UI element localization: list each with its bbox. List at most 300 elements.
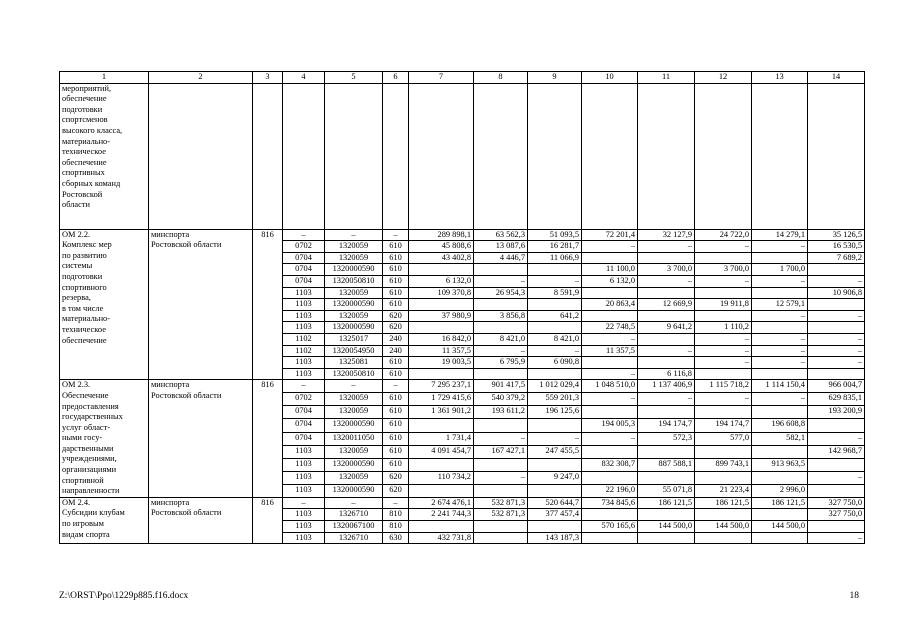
- section-code: 1103: [283, 445, 325, 458]
- amount-cell: [409, 368, 474, 380]
- amount-cell: 9 247,0: [528, 471, 582, 484]
- amount-cell: 6 132,0: [582, 275, 638, 287]
- amount-cell: 186 121,5: [638, 497, 695, 509]
- amount-cell: 532 871,3: [474, 497, 528, 509]
- section-code: 1103: [283, 299, 325, 311]
- empty-cell: [638, 83, 695, 229]
- amount-cell: 186 121,5: [695, 497, 752, 509]
- amount-cell: 43 402,8: [409, 252, 474, 264]
- measure-text: Обеспечение предоставления государственных услуг област- ными госу- дарственными учреждениями, организациями спортивной направленности: [62, 390, 123, 496]
- amount-cell: 629 835,1: [808, 393, 865, 406]
- expense-type: 620: [383, 310, 409, 322]
- section-code: 0704: [283, 252, 325, 264]
- expense-type: 610: [383, 445, 409, 458]
- header-cell: 11: [638, 72, 695, 84]
- amount-cell: –: [808, 471, 865, 484]
- amount-cell: [638, 532, 695, 544]
- amount-cell: [409, 264, 474, 276]
- amount-cell: –: [808, 345, 865, 357]
- amount-cell: 11 357,5: [582, 345, 638, 357]
- amount-cell: [695, 406, 752, 419]
- section-code: 1103: [283, 322, 325, 334]
- amount-cell: [695, 532, 752, 544]
- amount-cell: 51 093,5: [528, 229, 582, 241]
- amount-cell: –: [582, 333, 638, 345]
- empty-cell: [325, 83, 383, 229]
- amount-cell: 532 871,3: [474, 509, 528, 521]
- target-article: 1320011050: [325, 432, 383, 445]
- amount-cell: 6 090,8: [528, 357, 582, 369]
- amount-cell: 194 174,7: [638, 419, 695, 432]
- amount-cell: –: [528, 432, 582, 445]
- expense-type: –: [383, 229, 409, 241]
- header-cell: 2: [149, 72, 253, 84]
- header-cell: 13: [752, 72, 808, 84]
- target-article: 1320000590: [325, 419, 383, 432]
- amount-cell: 570 165,6: [582, 521, 638, 533]
- target-article: 1320059: [325, 445, 383, 458]
- expense-type: 240: [383, 333, 409, 345]
- amount-cell: –: [752, 275, 808, 287]
- empty-cell: [695, 83, 752, 229]
- amount-cell: 966 004,7: [808, 380, 865, 393]
- page-number: 18: [849, 591, 859, 601]
- amount-cell: –: [752, 241, 808, 253]
- empty-cell: [474, 83, 528, 229]
- amount-cell: 3 856,8: [474, 310, 528, 322]
- amount-cell: –: [808, 357, 865, 369]
- section-code: –: [283, 229, 325, 241]
- amount-cell: [582, 471, 638, 484]
- amount-cell: 35 126,5: [808, 229, 865, 241]
- amount-cell: –: [474, 275, 528, 287]
- amount-cell: –: [695, 393, 752, 406]
- amount-cell: 72 201,4: [582, 229, 638, 241]
- amount-cell: [752, 287, 808, 299]
- expense-type: 620: [383, 484, 409, 497]
- amount-cell: [695, 252, 752, 264]
- amount-cell: 45 808,6: [409, 241, 474, 253]
- amount-cell: 8 421,0: [474, 333, 528, 345]
- amount-cell: [808, 419, 865, 432]
- amount-cell: 167 427,1: [474, 445, 528, 458]
- amount-cell: 577,0: [695, 432, 752, 445]
- amount-cell: 1 700,0: [752, 264, 808, 276]
- amount-cell: 582,1: [752, 432, 808, 445]
- target-article: 1320050810: [325, 275, 383, 287]
- amount-cell: 7 689,2: [808, 252, 865, 264]
- amount-cell: 22 196,0: [582, 484, 638, 497]
- amount-cell: 144 500,0: [752, 521, 808, 533]
- amount-cell: 1 114 150,4: [752, 380, 808, 393]
- amount-cell: 16 281,7: [528, 241, 582, 253]
- amount-cell: 142 968,7: [808, 445, 865, 458]
- amount-cell: [409, 419, 474, 432]
- empty-cell: [253, 83, 283, 229]
- section-code: 1103: [283, 310, 325, 322]
- amount-cell: 1 012 029,4: [528, 380, 582, 393]
- amount-cell: 887 588,1: [638, 458, 695, 471]
- amount-cell: [638, 333, 695, 345]
- section-code: 1102: [283, 333, 325, 345]
- amount-cell: –: [695, 275, 752, 287]
- amount-cell: –: [528, 345, 582, 357]
- expense-type: 610: [383, 252, 409, 264]
- header-cell: 7: [409, 72, 474, 84]
- table-row: [60, 380, 865, 393]
- section-code: –: [283, 497, 325, 509]
- amount-cell: 1 048 510,0: [582, 380, 638, 393]
- section-code: 0704: [283, 275, 325, 287]
- amount-cell: 186 121,5: [752, 497, 808, 509]
- amount-cell: [752, 252, 808, 264]
- amount-cell: [808, 264, 865, 276]
- amount-cell: 6 132,0: [409, 275, 474, 287]
- amount-cell: [474, 419, 528, 432]
- amount-cell: [409, 484, 474, 497]
- empty-cell: [149, 83, 253, 229]
- amount-cell: –: [695, 333, 752, 345]
- amount-cell: 377 457,4: [528, 509, 582, 521]
- amount-cell: 12 669,9: [638, 299, 695, 311]
- target-article: 1325017: [325, 333, 383, 345]
- target-article: –: [325, 497, 383, 509]
- amount-cell: [582, 406, 638, 419]
- target-article: 1326710: [325, 532, 383, 544]
- section-code: 1103: [283, 521, 325, 533]
- amount-cell: 19 003,5: [409, 357, 474, 369]
- amount-cell: [409, 299, 474, 311]
- amount-cell: 641,2: [528, 310, 582, 322]
- section-code: 0702: [283, 241, 325, 253]
- empty-cell: [528, 83, 582, 229]
- amount-cell: 7 295 237,1: [409, 380, 474, 393]
- amount-cell: 13 087,6: [474, 241, 528, 253]
- target-article: 1320059: [325, 310, 383, 322]
- target-article: 1326710: [325, 509, 383, 521]
- expense-type: 610: [383, 406, 409, 419]
- expense-type: 610: [383, 241, 409, 253]
- target-article: 1320059: [325, 252, 383, 264]
- table-row: [60, 229, 865, 241]
- amount-cell: –: [752, 393, 808, 406]
- header-cell: 12: [695, 72, 752, 84]
- header-cell: 10: [582, 72, 638, 84]
- amount-cell: –: [638, 241, 695, 253]
- amount-cell: 16 530,5: [808, 241, 865, 253]
- amount-cell: –: [638, 275, 695, 287]
- amount-cell: 21 223,4: [695, 484, 752, 497]
- amount-cell: 63 562,3: [474, 229, 528, 241]
- executor: минспорта Ростовской области: [149, 229, 253, 380]
- amount-cell: 1 731,4: [409, 432, 474, 445]
- empty-cell: [283, 83, 325, 229]
- continuation-description: мероприятий, обеспечение подготовки спортсменов высокого класса, материально- техническое обеспечение спортивных сборных команд Ростовской области: [60, 83, 149, 229]
- amount-cell: [409, 521, 474, 533]
- amount-cell: 1 115 718,2: [695, 380, 752, 393]
- expense-type: 610: [383, 432, 409, 445]
- amount-cell: [409, 322, 474, 334]
- amount-cell: 143 187,3: [528, 532, 582, 544]
- amount-cell: –: [474, 345, 528, 357]
- amount-cell: [752, 509, 808, 521]
- amount-cell: 1 361 901,2: [409, 406, 474, 419]
- amount-cell: [695, 310, 752, 322]
- amount-cell: [528, 419, 582, 432]
- executor: минспорта Ростовской области: [149, 380, 253, 498]
- grbs-code: 816: [253, 380, 283, 498]
- section-code: 1103: [283, 484, 325, 497]
- amount-cell: –: [474, 432, 528, 445]
- expense-type: 610: [383, 264, 409, 276]
- amount-cell: [638, 406, 695, 419]
- amount-cell: –: [752, 310, 808, 322]
- expense-type: 610: [383, 287, 409, 299]
- amount-cell: [582, 252, 638, 264]
- amount-cell: [695, 509, 752, 521]
- amount-cell: 32 127,9: [638, 229, 695, 241]
- amount-cell: 196 608,8: [752, 419, 808, 432]
- section-code: 1103: [283, 471, 325, 484]
- section-code: 0704: [283, 264, 325, 276]
- amount-cell: [752, 471, 808, 484]
- amount-cell: 432 731,8: [409, 532, 474, 544]
- amount-cell: –: [528, 275, 582, 287]
- amount-cell: [638, 509, 695, 521]
- amount-cell: 899 743,1: [695, 458, 752, 471]
- file-path: Z:\ORST\Ppo\1229p885.f16.docx: [59, 591, 189, 601]
- measure-text: Комплекс мер по развитию системы подготовки спортивного резерва, в том числе материально- техническое обеспечение: [62, 240, 112, 345]
- section-code: 1103: [283, 357, 325, 369]
- target-article: –: [325, 380, 383, 393]
- amount-cell: –: [638, 393, 695, 406]
- amount-cell: [808, 484, 865, 497]
- amount-cell: 11 100,0: [582, 264, 638, 276]
- expense-type: 240: [383, 345, 409, 357]
- measure-description: [60, 497, 149, 543]
- amount-cell: 913 963,5: [752, 458, 808, 471]
- target-article: 1320000590: [325, 322, 383, 334]
- measure-description: [60, 229, 149, 380]
- amount-cell: 12 579,1: [752, 299, 808, 311]
- amount-cell: –: [808, 532, 865, 544]
- amount-cell: [474, 264, 528, 276]
- amount-cell: 109 370,8: [409, 287, 474, 299]
- amount-cell: 10 906,8: [808, 287, 865, 299]
- amount-cell: [638, 287, 695, 299]
- amount-cell: [528, 368, 582, 380]
- amount-cell: 4 091 454,7: [409, 445, 474, 458]
- target-article: 1320050810: [325, 368, 383, 380]
- amount-cell: [528, 264, 582, 276]
- amount-cell: [474, 299, 528, 311]
- amount-cell: [638, 357, 695, 369]
- amount-cell: 26 954,3: [474, 287, 528, 299]
- empty-cell: [409, 83, 474, 229]
- amount-cell: [409, 458, 474, 471]
- empty-cell: [752, 83, 808, 229]
- amount-cell: –: [695, 345, 752, 357]
- amount-cell: [808, 458, 865, 471]
- amount-cell: 24 722,0: [695, 229, 752, 241]
- amount-cell: 14 279,1: [752, 229, 808, 241]
- header-cell: 1: [60, 72, 149, 84]
- section-code: 0704: [283, 419, 325, 432]
- amount-cell: 193 200,9: [808, 406, 865, 419]
- expense-type: –: [383, 380, 409, 393]
- amount-cell: [695, 368, 752, 380]
- amount-cell: 194 174,7: [695, 419, 752, 432]
- table-row: [60, 497, 865, 509]
- amount-cell: [752, 322, 808, 334]
- amount-cell: [752, 368, 808, 380]
- header-cell: 14: [808, 72, 865, 84]
- target-article: 1320059: [325, 471, 383, 484]
- amount-cell: –: [808, 432, 865, 445]
- amount-cell: 559 201,3: [528, 393, 582, 406]
- target-article: 1320059: [325, 241, 383, 253]
- amount-cell: 520 644,7: [528, 497, 582, 509]
- amount-cell: –: [582, 432, 638, 445]
- section-code: 0704: [283, 432, 325, 445]
- amount-cell: 55 071,8: [638, 484, 695, 497]
- expense-type: 610: [383, 275, 409, 287]
- header-row: [60, 72, 865, 84]
- amount-cell: 193 611,2: [474, 406, 528, 419]
- measure-code: ОМ 2.4.: [62, 497, 91, 507]
- amount-cell: –: [695, 357, 752, 369]
- header-cell: 3: [253, 72, 283, 84]
- section-code: 1103: [283, 458, 325, 471]
- amount-cell: 22 748,5: [582, 322, 638, 334]
- measure-code: ОМ 2.3.: [62, 380, 91, 390]
- amount-cell: 247 455,5: [528, 445, 582, 458]
- continuation-row: [60, 83, 865, 229]
- header-cell: 8: [474, 72, 528, 84]
- amount-cell: [528, 299, 582, 311]
- expense-type: 620: [383, 322, 409, 334]
- amount-cell: [474, 521, 528, 533]
- amount-cell: [808, 521, 865, 533]
- expense-type: –: [383, 497, 409, 509]
- amount-cell: 20 863,4: [582, 299, 638, 311]
- empty-cell: [582, 83, 638, 229]
- section-code: 1103: [283, 532, 325, 544]
- expense-type: 810: [383, 509, 409, 521]
- amount-cell: [695, 287, 752, 299]
- amount-cell: 1 137 406,9: [638, 380, 695, 393]
- section-code: –: [283, 380, 325, 393]
- amount-cell: [474, 322, 528, 334]
- empty-cell: [808, 83, 865, 229]
- amount-cell: [808, 322, 865, 334]
- amount-cell: 901 417,5: [474, 380, 528, 393]
- amount-cell: [582, 445, 638, 458]
- empty-cell: [383, 83, 409, 229]
- header-cell: 6: [383, 72, 409, 84]
- amount-cell: 1 729 415,6: [409, 393, 474, 406]
- amount-cell: 6 116,8: [638, 368, 695, 380]
- amount-cell: 3 700,0: [638, 264, 695, 276]
- amount-cell: 194 005,3: [582, 419, 638, 432]
- grbs-code: 816: [253, 229, 283, 380]
- header-cell: 5: [325, 72, 383, 84]
- measure-description: [60, 380, 149, 498]
- target-article: 1320000590: [325, 264, 383, 276]
- amount-cell: [752, 406, 808, 419]
- section-code: 1103: [283, 287, 325, 299]
- amount-cell: 2 241 744,3: [409, 509, 474, 521]
- amount-cell: [528, 458, 582, 471]
- amount-cell: [528, 484, 582, 497]
- section-code: 1102: [283, 345, 325, 357]
- amount-cell: –: [752, 345, 808, 357]
- amount-cell: –: [752, 333, 808, 345]
- grbs-code: 816: [253, 497, 283, 543]
- amount-cell: 4 446,7: [474, 252, 528, 264]
- target-article: 1320059: [325, 406, 383, 419]
- expense-type: 810: [383, 521, 409, 533]
- expense-type: 610: [383, 299, 409, 311]
- amount-cell: 2 996,0: [752, 484, 808, 497]
- target-article: –: [325, 229, 383, 241]
- target-article: 1320067100: [325, 521, 383, 533]
- section-code: 1103: [283, 509, 325, 521]
- amount-cell: 6 795,9: [474, 357, 528, 369]
- amount-cell: 11 066,9: [528, 252, 582, 264]
- amount-cell: –: [808, 310, 865, 322]
- amount-cell: 572,3: [638, 432, 695, 445]
- amount-cell: 8 591,9: [528, 287, 582, 299]
- amount-cell: 9 641,2: [638, 322, 695, 334]
- expense-type: 610: [383, 393, 409, 406]
- amount-cell: [582, 287, 638, 299]
- target-article: 1325081: [325, 357, 383, 369]
- amount-cell: 11 357,5: [409, 345, 474, 357]
- amount-cell: [638, 445, 695, 458]
- amount-cell: 832 308,7: [582, 458, 638, 471]
- amount-cell: [752, 532, 808, 544]
- amount-cell: [808, 368, 865, 380]
- amount-cell: 3 700,0: [695, 264, 752, 276]
- target-article: 1320000590: [325, 299, 383, 311]
- amount-cell: [474, 484, 528, 497]
- amount-cell: [695, 471, 752, 484]
- amount-cell: [582, 310, 638, 322]
- amount-cell: –: [695, 241, 752, 253]
- expense-type: 610: [383, 419, 409, 432]
- amount-cell: 37 980,9: [409, 310, 474, 322]
- amount-cell: [474, 458, 528, 471]
- expense-type: 610: [383, 368, 409, 380]
- amount-cell: 327 750,0: [808, 509, 865, 521]
- amount-cell: [582, 532, 638, 544]
- amount-cell: [695, 445, 752, 458]
- amount-cell: 196 125,6: [528, 406, 582, 419]
- amount-cell: 540 379,2: [474, 393, 528, 406]
- expense-type: 610: [383, 357, 409, 369]
- section-code: 0704: [283, 406, 325, 419]
- amount-cell: 144 500,0: [638, 521, 695, 533]
- amount-cell: –: [808, 333, 865, 345]
- target-article: 1320000590: [325, 484, 383, 497]
- amount-cell: 2 674 476,1: [409, 497, 474, 509]
- executor: минспорта Ростовской области: [149, 497, 253, 543]
- amount-cell: [474, 532, 528, 544]
- amount-cell: [528, 322, 582, 334]
- amount-cell: 16 842,0: [409, 333, 474, 345]
- amount-cell: –: [582, 368, 638, 380]
